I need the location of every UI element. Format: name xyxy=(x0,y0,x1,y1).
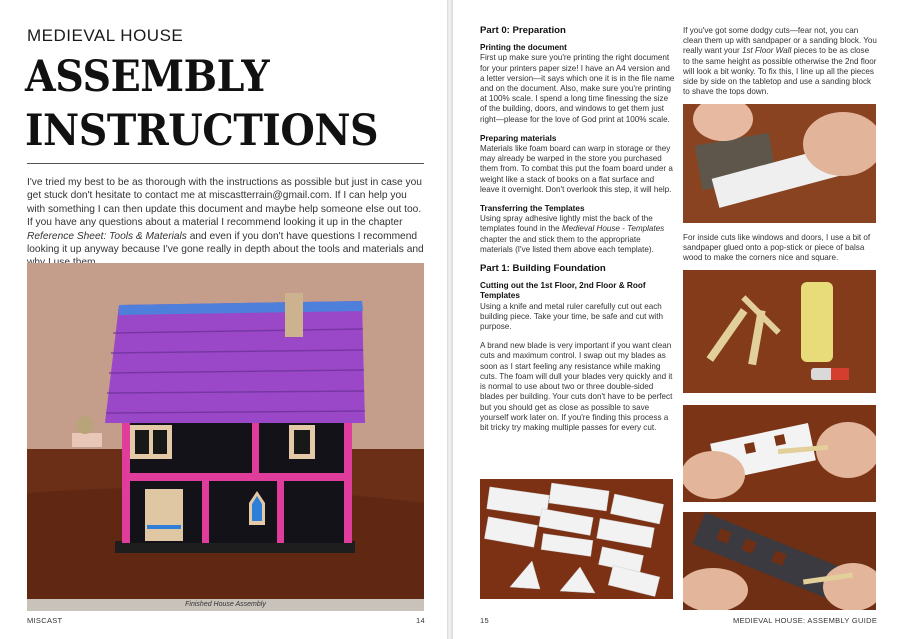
transfer-text-a: Using spray adhesive lightly mist the back of the templates found in the xyxy=(480,214,653,234)
dodgy-cuts-text xyxy=(683,26,878,97)
inside-cuts-text: For inside cuts like windows and doors, I use a bit of sandpaper glued onto a pop-stick or piece of balsa wood to make the corners nice and square. xyxy=(683,233,871,263)
sanding-block-photo xyxy=(683,104,876,223)
left-page xyxy=(0,0,447,639)
sanding-stick-tools-photo xyxy=(683,270,876,393)
transfer-reference: Medieval House - Templates xyxy=(561,224,665,234)
cut-pieces-photo xyxy=(480,479,673,599)
printing-text: First up make sure you're printing the right document for your printers paper size! I have an A4 version and a letter version—it says which one it is in the file name and on the document. Also, make sure you're printing at 100% scale. I spend a long time finessing the size of the building, doors, and windows to get them just right—please for the love of God print at 100% scale. xyxy=(480,53,675,124)
intro-text-b: and even if you don't have questions I recommend looking it up anyway because I've gone really in depth about the tools and materials and xyxy=(27,230,424,256)
book-gutter xyxy=(447,0,453,639)
footer-brand: MISCAST xyxy=(27,616,63,625)
footer-document-name: MEDIEVAL HOUSE: ASSEMBLY GUIDE xyxy=(733,616,878,625)
transfer-text-b: chapter the and stick them to the appropriate materials (I've listed them above each template). xyxy=(480,234,654,254)
cutting-heading: Cutting out the 1st Floor, 2nd Floor & Roof Templates xyxy=(480,281,646,301)
transfer-heading: Transferring the Templates xyxy=(480,204,585,214)
intro-reference: Reference Sheet: Tools & Materials xyxy=(27,230,187,242)
cutting-text: Using a knife and metal ruler carefully cut out each building piece. Take your time, be safe and cut with purpose. xyxy=(480,301,663,332)
house-model-illustration xyxy=(27,263,424,599)
transfer-text xyxy=(480,214,675,255)
part0-heading: Part 0: Preparation xyxy=(480,25,566,36)
intro-paragraph xyxy=(27,176,427,270)
foam-strip-photo xyxy=(683,512,876,610)
materials-heading: Preparing materials xyxy=(480,133,557,143)
printing-heading: Printing the document xyxy=(480,43,567,53)
page-title-line-1: ASSEMBLY xyxy=(25,52,270,102)
photo-caption: Finished House Assembly xyxy=(27,599,424,611)
finished-house-photo xyxy=(27,263,424,599)
dodgy-reference: 1st Floor Wall xyxy=(741,46,792,56)
dodgy-text-b: pieces to be as close to the same height as possible otherwise the 2nd floor will look a bit wonky. To fix this, I line up all the pieces side by side on the tabletop and use a sanding block to shave the tops down. xyxy=(683,46,877,97)
document-subtitle: MEDIEVAL HOUSE xyxy=(27,26,184,45)
part1-heading: Part 1: Building Foundation xyxy=(480,263,606,275)
window-cutout-photo xyxy=(683,405,876,502)
page-title-line-2: INSTRUCTIONS xyxy=(25,106,379,156)
intro-text-a: I've tried my best to be as thorough with the instructions as possible but just in case you get stuck don't hesitate to contact me at miscastterrain@gmail.com. If I can help you with something I can then update this document and maybe help someone else out too. If you have any questions about a material I recommend looking it up in the chapter xyxy=(27,177,422,229)
title-divider xyxy=(27,163,424,164)
materials-text: Materials like foam board can warp in storage or they may already be warped in the store you purchased them from. To combat this put the foam board under a weight like a stack of books on a flat surface and leave it overnight. Don't overlook this step, it will help. xyxy=(480,144,673,194)
right-page-column-1 xyxy=(480,26,675,442)
page-number-left: 14 xyxy=(416,616,425,625)
dodgy-text-a: If you've got some dodgy cuts—fear not, you can clean them up with sandpaper or a sanding block. You really want your xyxy=(683,26,877,56)
page-number-right: 15 xyxy=(480,616,489,625)
blade-text: A brand new blade is very important if you want clean cuts and maximum control. I swap out my blades as soon as I start feeling any resistance while making cuts. The foam will dull your blades very quickly and it is normal to use about two or three double-sided blades per building. Your cuts don't have to be perfect but you should get as close as possible to save yourself work later on. If you're finding this process a bit tricky try making multiple passes for every cut. xyxy=(480,341,673,432)
right-page-column-2b xyxy=(683,233,878,273)
right-page-column-2 xyxy=(683,26,878,106)
